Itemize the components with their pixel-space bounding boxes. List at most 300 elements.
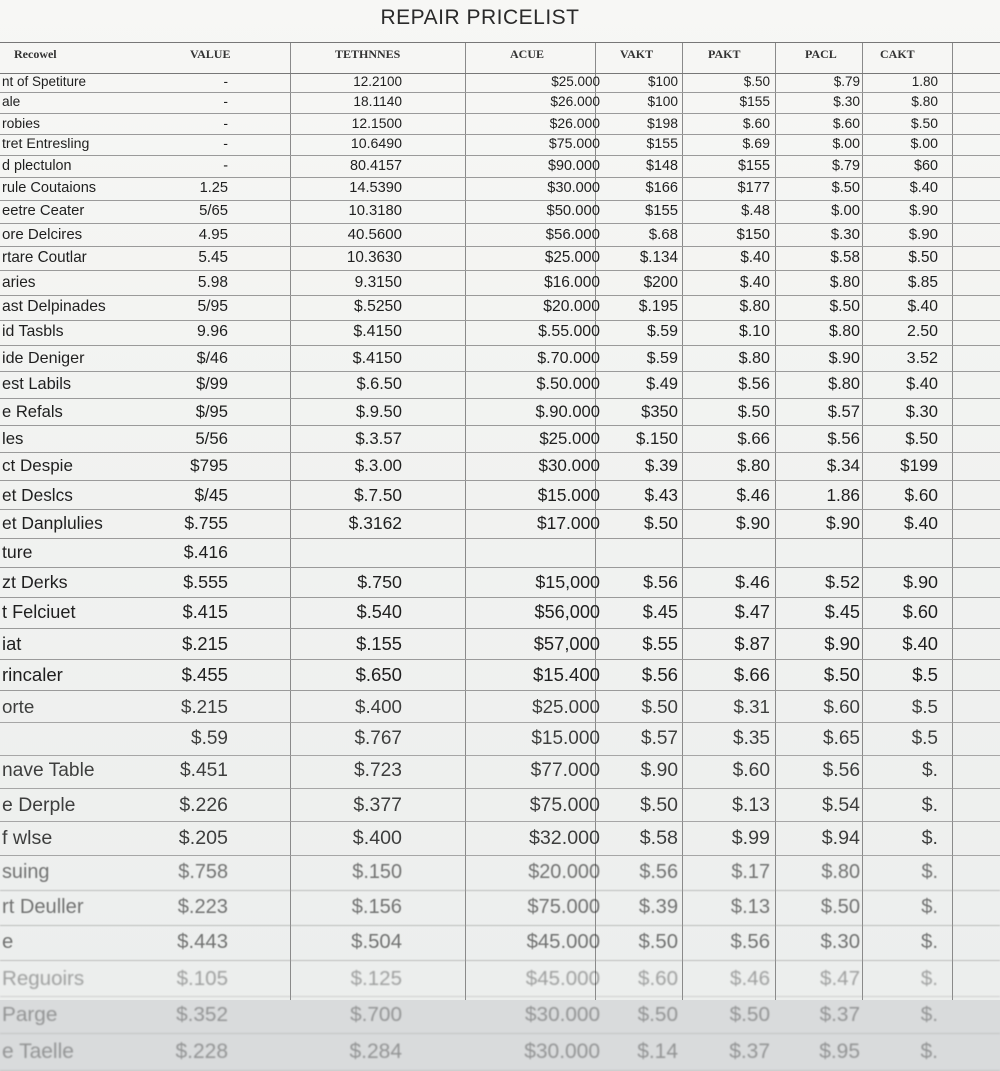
row-description: robies (2, 115, 40, 132)
row-technies: $.4150 (353, 323, 402, 341)
row-description: suing (2, 861, 50, 884)
row-description: id Tasbls (2, 323, 64, 341)
table-row (0, 567, 1000, 598)
row-part: $.60 (742, 115, 770, 132)
row-technies: 12.1500 (351, 115, 402, 132)
row-pall: $.00 (832, 136, 860, 153)
table-row (0, 398, 1000, 426)
row-acue: $30.000 (538, 456, 600, 476)
table-row (0, 246, 1000, 271)
row-part: $.50 (737, 401, 770, 421)
row-part: $.60 (732, 760, 770, 782)
row-acue: $25.000 (532, 695, 600, 717)
row-cart: $.40 (909, 179, 938, 196)
row-acue: $75.000 (548, 136, 600, 153)
row-description: Reguoirs (2, 966, 85, 990)
row-acue: $20.000 (543, 298, 600, 316)
row-part: $.66 (733, 663, 770, 685)
row-value: $795 (190, 456, 228, 476)
row-part: $.17 (731, 861, 770, 884)
row-acue: $26.000 (550, 94, 600, 110)
table-row (0, 480, 1000, 510)
row-description: nave Table (2, 760, 95, 782)
row-acue: $45.000 (526, 931, 600, 954)
page-title: REPAIR PRICELIST (380, 6, 580, 29)
row-part: $.90 (736, 513, 770, 534)
table-row (0, 345, 1000, 372)
row-description: ct Despie (2, 456, 73, 476)
row-technies: $.9.50 (355, 401, 402, 421)
row-cart: $.5 (911, 727, 938, 749)
row-pall: $.52 (825, 572, 860, 593)
row-acue: $25.000 (544, 249, 600, 267)
row-vart: $.50 (638, 931, 678, 954)
row-part: $.80 (738, 348, 770, 367)
row-acue: $15.400 (532, 663, 600, 685)
row-acue: $90.000 (548, 157, 600, 174)
row-value: $.352 (176, 1002, 228, 1026)
row-technies: $.650 (355, 663, 402, 685)
row-technies: $.6.50 (356, 375, 402, 394)
table-row (0, 996, 1000, 1034)
row-vart: $100 (647, 94, 678, 110)
row-pall: $.56 (827, 428, 860, 448)
row-acue: $25.000 (539, 428, 600, 448)
row-pall: $.79 (833, 74, 860, 90)
row-vart: $166 (645, 179, 678, 196)
table-header (0, 42, 1000, 74)
row-description: nt of Spetiture (2, 74, 87, 90)
row-description: e Refals (2, 401, 63, 421)
row-value: 5/56 (195, 428, 228, 448)
row-vart: $.39 (638, 895, 678, 918)
row-value: 1.25 (199, 179, 228, 196)
row-cart: $.5 (912, 663, 938, 685)
row-vart: $.59 (647, 323, 678, 341)
row-pall: $.37 (819, 1002, 860, 1026)
row-technies: $.3.00 (354, 456, 402, 476)
row-description: t Felciuet (2, 602, 76, 623)
row-description: e Taelle (2, 1039, 74, 1063)
row-vart: $200 (643, 273, 678, 291)
row-value: $.226 (179, 793, 228, 816)
row-technies: 12.2100 (353, 74, 402, 90)
row-technies: 14.5390 (349, 179, 402, 196)
row-part: $.13 (730, 895, 770, 918)
row-acue: $56,000 (534, 602, 600, 623)
table-row (0, 155, 1000, 178)
row-cart: 1.80 (911, 74, 938, 90)
table-row (0, 270, 1000, 296)
row-part: $.87 (734, 632, 770, 654)
row-acue: $45.000 (525, 966, 600, 990)
row-pall: $.60 (823, 695, 860, 717)
row-value: $.205 (178, 827, 228, 850)
row-vart: $.50 (637, 1002, 678, 1026)
row-part: $177 (737, 179, 770, 196)
row-part: $.46 (735, 572, 770, 593)
row-value: - (223, 136, 228, 153)
table-row (0, 452, 1000, 481)
row-vart: $.59 (646, 348, 678, 367)
row-description: ture (2, 542, 33, 563)
row-part: $.46 (736, 484, 770, 505)
row-value: $.443 (177, 931, 228, 954)
row-vart: $.150 (636, 428, 678, 448)
row-cart: 3.52 (906, 348, 938, 367)
row-acue: $75.000 (529, 793, 600, 816)
row-description: ale (2, 94, 21, 110)
row-cart: $. (921, 760, 938, 782)
row-technies: $.150 (352, 861, 402, 884)
row-cart: $.40 (904, 513, 938, 534)
row-value: $.223 (177, 895, 228, 918)
row-description: aries (2, 273, 36, 291)
row-description: e Derple (2, 793, 76, 816)
row-acue: $56.000 (545, 225, 600, 243)
row-pall: 1.86 (826, 484, 860, 505)
table-row (0, 295, 1000, 321)
row-technies: $.156 (351, 895, 402, 918)
row-value: $/99 (196, 375, 228, 394)
row-technies: $.155 (356, 632, 402, 654)
row-value: $.451 (179, 760, 228, 782)
row-part: $.50 (743, 74, 770, 90)
row-pall: $.50 (823, 663, 860, 685)
row-part: $.50 (729, 1002, 770, 1026)
row-value: $.59 (191, 727, 228, 749)
row-cart: $.85 (907, 273, 938, 291)
table-row (0, 628, 1000, 660)
row-part: $.40 (740, 249, 770, 267)
row-value: $/95 (195, 401, 228, 421)
header-pall: PACL (805, 47, 837, 61)
row-vart: $.14 (637, 1039, 678, 1063)
row-pall: $.30 (820, 931, 860, 954)
row-part: $.80 (739, 298, 770, 316)
row-vart: $.50 (641, 695, 678, 717)
row-vart: $.90 (640, 760, 678, 782)
row-value: $/46 (196, 348, 228, 367)
row-pall: $.90 (828, 348, 860, 367)
row-technies: 10.3180 (348, 202, 402, 219)
header-cart: CAKT (880, 47, 915, 61)
row-acue: $15.000 (537, 484, 600, 505)
row-cart: $.90 (909, 202, 938, 219)
row-description: rtare Coutlar (2, 249, 87, 267)
row-technies: 40.5600 (347, 225, 402, 243)
row-vart: $350 (641, 401, 678, 421)
row-value: $.228 (175, 1039, 228, 1063)
row-acue: $30.000 (547, 179, 600, 196)
row-cart: $.90 (903, 572, 938, 593)
table-row (0, 92, 1000, 114)
row-description: ore Delcires (2, 225, 83, 243)
row-vart: $.58 (639, 827, 678, 850)
row-value: $.215 (182, 632, 228, 654)
table-row (0, 659, 1000, 692)
table-row (0, 371, 1000, 399)
row-technies: $.400 (352, 827, 402, 850)
row-cart: $.00 (910, 136, 938, 153)
row-part: $.35 (733, 727, 770, 749)
row-cart: $. (920, 966, 938, 990)
table-row (0, 113, 1000, 135)
table-row (0, 722, 1000, 756)
row-cart: $199 (900, 456, 938, 476)
row-acue: $75.000 (527, 895, 600, 918)
row-cart: 2.50 (907, 323, 938, 341)
row-description: rt Deuller (2, 895, 84, 918)
row-vart: $.50 (644, 513, 678, 534)
row-part: $.80 (736, 456, 770, 476)
row-pall: $.30 (830, 225, 860, 243)
row-part: $.47 (734, 602, 770, 623)
row-part: $.13 (732, 793, 770, 816)
row-cart: $.50 (905, 428, 938, 448)
row-acue: $57,000 (533, 632, 600, 654)
row-pall: $.50 (820, 895, 860, 918)
table-row (0, 890, 1000, 926)
row-vart: $155 (645, 202, 678, 219)
row-cart: $. (921, 793, 938, 816)
row-value: $/45 (194, 484, 228, 505)
row-part: $.56 (738, 375, 770, 394)
row-pall: $.34 (826, 456, 860, 476)
row-cart: $60 (914, 157, 938, 174)
row-vart: $.195 (638, 298, 678, 316)
row-acue: $.90.000 (535, 401, 600, 421)
table-row (0, 425, 1000, 454)
row-acue: $15.000 (531, 727, 600, 749)
row-description: Parge (2, 1002, 58, 1026)
row-acue: $30.000 (524, 1039, 600, 1063)
row-pall: $.79 (832, 157, 860, 174)
row-vart: $.134 (639, 249, 678, 267)
row-cart: $.60 (904, 484, 938, 505)
row-cart: $. (920, 1002, 938, 1026)
row-part: $.66 (737, 428, 770, 448)
row-vart: $.39 (644, 456, 678, 476)
header-vart: VAKT (620, 47, 654, 61)
row-description: et Deslcs (2, 484, 73, 505)
row-acue: $50.000 (546, 202, 600, 219)
row-cart: $.80 (911, 94, 938, 110)
row-description: orte (2, 695, 35, 717)
table-row (0, 509, 1000, 539)
row-value: 5.45 (198, 249, 228, 267)
row-value: - (223, 115, 228, 132)
row-vart: $.56 (641, 663, 678, 685)
table-row (0, 320, 1000, 347)
row-part: $.56 (730, 931, 770, 954)
row-acue: $.55.000 (538, 323, 600, 341)
row-part: $.46 (730, 966, 770, 990)
table-row (0, 788, 1000, 823)
row-cart: $.40 (907, 298, 938, 316)
row-pall: $.90 (826, 513, 860, 534)
row-vart: $.49 (646, 375, 678, 394)
row-pall: $.58 (830, 249, 860, 267)
header-value: VALUE (190, 47, 231, 61)
row-technies: $.7.50 (354, 484, 402, 505)
row-pall: $.30 (833, 94, 860, 110)
row-pall: $.65 (823, 727, 860, 749)
row-technies: $.284 (349, 1039, 402, 1063)
row-cart: $.40 (906, 375, 938, 394)
row-cart: $.5 (911, 695, 938, 717)
row-pall: $.45 (824, 602, 860, 623)
table-row (0, 538, 1000, 569)
row-cart: $.50 (910, 115, 938, 132)
row-vart: $.50 (640, 793, 678, 816)
row-pall: $.80 (828, 375, 860, 394)
row-value: - (223, 94, 228, 110)
header-part: PAKT (708, 47, 741, 61)
row-technies: $.700 (350, 1002, 402, 1026)
table-row (0, 690, 1000, 723)
row-description: tret Entresling (2, 136, 90, 153)
row-technies: $.504 (351, 931, 402, 954)
table-row (0, 821, 1000, 856)
row-value: - (223, 74, 228, 90)
header-acue: ACUE (510, 47, 545, 61)
row-vart: $.68 (648, 225, 678, 243)
row-value: $.415 (182, 602, 228, 623)
row-description: ast Delpinades (2, 298, 106, 316)
row-value: $.758 (178, 861, 228, 884)
row-cart: $.60 (902, 602, 938, 623)
table-row (0, 177, 1000, 201)
row-part: $.40 (739, 273, 770, 291)
row-technies: $.767 (354, 727, 402, 749)
table-row (0, 855, 1000, 891)
row-value: $.215 (181, 695, 228, 717)
row-value: $.455 (181, 663, 228, 685)
row-technies: 10.3630 (346, 249, 402, 267)
row-acue: $26.000 (549, 115, 600, 132)
row-part: $.99 (731, 827, 770, 850)
row-vart: $100 (647, 74, 678, 90)
row-vart: $.56 (639, 861, 678, 884)
row-value: $.755 (184, 513, 228, 534)
header-description: Recowel (14, 47, 57, 61)
table-row (0, 134, 1000, 157)
row-technies: 9.3150 (354, 273, 402, 291)
row-acue: $20.000 (528, 861, 600, 884)
row-acue: $25.000 (551, 74, 600, 90)
row-value: 4.95 (198, 225, 228, 243)
row-description: e (2, 931, 14, 954)
row-description: et Danplulies (2, 513, 103, 534)
row-part: $.31 (733, 695, 770, 717)
row-value: 5.98 (197, 273, 228, 291)
row-pall: $.80 (829, 273, 860, 291)
pricelist-table (0, 72, 1000, 1063)
row-part: $155 (738, 157, 770, 174)
row-vart: $.60 (638, 966, 678, 990)
row-technies: $.3162 (348, 513, 402, 534)
row-cart: $.90 (908, 225, 938, 243)
row-pall: $.57 (827, 401, 860, 421)
table-row (0, 597, 1000, 629)
header-technies: TETHNNES (335, 47, 401, 61)
row-value: 9.96 (197, 323, 228, 341)
row-technies: $.540 (356, 602, 402, 623)
row-pall: $.95 (819, 1039, 860, 1063)
row-technies: $.125 (350, 966, 402, 990)
row-pall: $.56 (822, 760, 860, 782)
row-value: $.555 (183, 572, 228, 593)
row-vart: $198 (646, 115, 678, 132)
row-acue: $32.000 (528, 827, 600, 850)
row-technies: $.4150 (352, 348, 402, 367)
row-vart: $.43 (644, 484, 678, 505)
row-pall: $.47 (820, 966, 860, 990)
row-part: $.37 (729, 1039, 770, 1063)
row-pall: $.50 (831, 179, 860, 196)
row-acue: $17.000 (536, 513, 600, 534)
row-cart: $. (920, 1039, 938, 1063)
row-technies: $.750 (357, 572, 402, 593)
table-row (0, 925, 1000, 962)
row-description: rincaler (2, 663, 63, 685)
row-vart: $.55 (642, 632, 678, 654)
row-description: rule Coutaions (2, 179, 97, 196)
row-description: ide Deniger (2, 348, 85, 367)
row-cart: $. (921, 895, 938, 918)
table-row (0, 960, 1000, 997)
row-technies: $.723 (353, 760, 402, 782)
row-description: zt Derks (2, 572, 68, 593)
row-acue: $15,000 (535, 572, 600, 593)
row-value: - (223, 157, 228, 174)
row-cart: $.30 (905, 401, 938, 421)
row-pall: $.94 (821, 827, 860, 850)
row-vart: $.57 (641, 727, 678, 749)
row-vart: $155 (646, 136, 678, 153)
row-description: est Labils (2, 375, 72, 394)
row-description: les (2, 428, 24, 448)
row-acue: $77.000 (530, 760, 600, 782)
row-cart: $.40 (902, 632, 938, 654)
row-part: $.48 (741, 202, 770, 219)
row-description: eetre Ceater (2, 202, 85, 219)
row-cart: $.50 (908, 249, 938, 267)
table-row (0, 1033, 1000, 1071)
row-pall: $.00 (831, 202, 860, 219)
row-technies: $.400 (355, 695, 402, 717)
row-value: 5/65 (199, 202, 228, 219)
row-acue: $.50.000 (536, 375, 600, 394)
table-row (0, 223, 1000, 248)
row-cart: $. (921, 827, 938, 850)
row-value: $.105 (176, 966, 228, 990)
row-technies: 18.1140 (353, 94, 402, 110)
row-cart: $. (921, 931, 938, 954)
row-pall: $.54 (822, 793, 860, 816)
row-pall: $.60 (832, 115, 860, 132)
row-pall: $.50 (829, 298, 860, 316)
row-part: $.10 (739, 323, 770, 341)
row-description: d plectulon (2, 157, 72, 174)
row-value: 5/95 (197, 298, 228, 316)
row-part: $.69 (742, 136, 770, 153)
row-description: iat (2, 632, 22, 654)
row-vart: $.45 (642, 602, 678, 623)
row-part: $150 (736, 225, 770, 243)
row-acue: $.70.000 (537, 348, 600, 367)
